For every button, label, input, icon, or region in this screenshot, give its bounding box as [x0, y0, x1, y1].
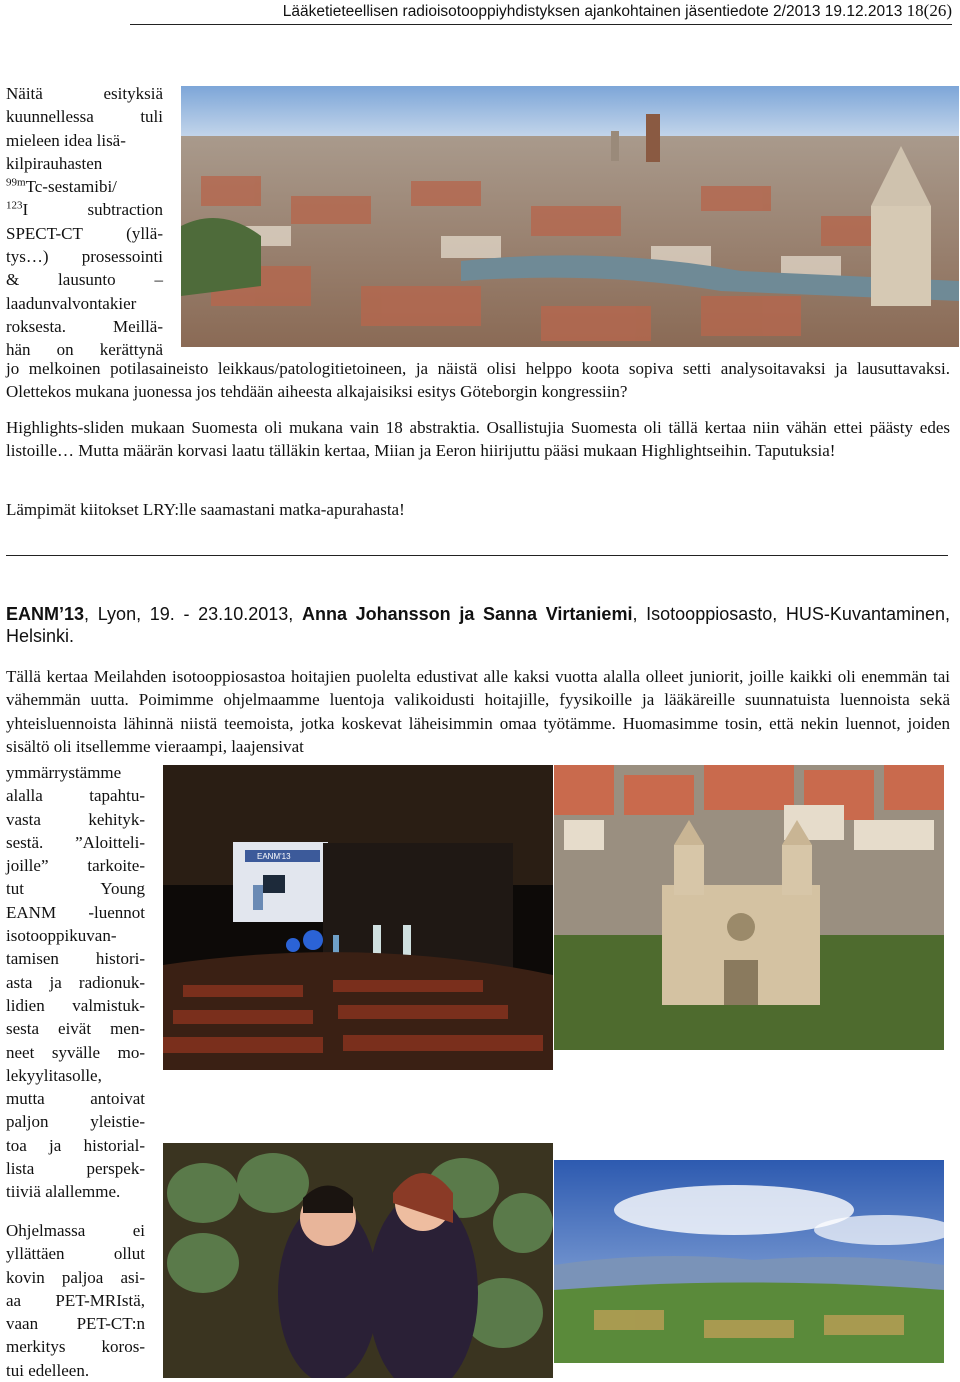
- header-text: Lääketieteellisen radioisotooppiyhdistyksen ajankohtainen jäsentiedote 2/2013 19.12.2013: [282, 3, 903, 20]
- text-line: $^{99m}$Tc-sestamibi/: [6, 176, 117, 197]
- text-line: mieleen idea lisä-: [6, 130, 126, 150]
- text-line: asta ja radionuk-: [6, 972, 145, 992]
- text-line: & lausunto –: [6, 270, 163, 290]
- intro-paragraph-3: Lämpimät kiitokset LRY:lle saamastani matka-apurahasta!: [6, 500, 405, 519]
- article-paragraph-1: Tällä kertaa Meilahden isotooppiosastoa hoitajien puolelta edustivat alle kaksi vuotta alalla olleet juniorit, joille kaikki oli enemmän tai vähemmän uutta. Poimimme ohjelmaamme luentoja valikoidusti hoitajille, fyysikoille ja lääkäreille suunnatuista luennoista sekä yhteisluennoista lähinnä niistä teemoista, jotka koskevat läheisimmin omaa työtämme. Huomasimme tosin, että nekin luennot, joiden sisältö oli itsellemme vieraampi, laajensivat: [6, 667, 950, 756]
- text-line: vaan PET-CT:n: [6, 1314, 145, 1334]
- text-line: tui edelleen.: [6, 1360, 90, 1380]
- page-number: 18(26): [906, 1, 952, 20]
- slide-label: EANM'13: [257, 852, 291, 861]
- text-line: kovin paljoa asi-: [6, 1267, 145, 1287]
- text-line: isotooppikuvan-: [6, 926, 117, 946]
- section-divider: [6, 555, 948, 556]
- cathedral-photo: [554, 765, 944, 1050]
- landscape-photo: [554, 1160, 944, 1363]
- text-line: laadunvalvontakier: [6, 293, 137, 313]
- text-line: Näitä esityksiä: [6, 84, 163, 103]
- text-line: neet syvälle mo-: [6, 1042, 145, 1062]
- intro-paragraph-1: jo melkoinen potilasaineisto leikkaus/patologitietoineen, ja näistä olisi helppo koota sopiva setti analysoitavaksi ja lausuttavaksi. Olettekos mukana juonessa jos tehdään aiheesta alkajaisiksi esitys Göteborgin kongressiin?: [6, 359, 950, 402]
- text-line: lekyylitasolle,: [6, 1065, 102, 1085]
- article-narrow-column: [6, 761, 145, 1204]
- text-line: tut Young: [6, 879, 145, 899]
- text-line: sestä. ”Aloitteli-: [6, 832, 145, 852]
- text-line: merkitys koros-: [6, 1337, 145, 1357]
- intro-narrow-column: [6, 82, 163, 362]
- article-title: EANM’13, Lyon, 19. - 23.10.2013, Anna Johansson ja Sanna Virtaniemi, Isotooppiosasto, HUS-Kuvantaminen, Helsinki.: [6, 604, 951, 646]
- text-line: lista perspek-: [6, 1159, 145, 1179]
- text-line: paljon yleistie-: [6, 1112, 145, 1132]
- text-line: alalla tapahtu-: [6, 786, 145, 806]
- text-line: tys…) prosessointi: [6, 247, 163, 267]
- text-line: kuunnellessa tuli: [6, 107, 163, 127]
- text-line: joille” tarkoite-: [6, 856, 145, 876]
- text-line: Ohjelmassa ei: [6, 1221, 145, 1240]
- text-line: lidien valmistuk-: [6, 995, 145, 1015]
- text-line: sesta eivät men-: [6, 1019, 145, 1039]
- intro-paragraph-2: Highlights-sliden mukaan Suomesta oli mukana vain 18 abstraktia. Osallistujia Suomesta oli tällä kertaa niin vähän ettei päästy edes listoille… Mutta määrän korvasi laatu tälläkin kertaa, Miian ja Eeron hiirijuttu pääsi mukaan Highlightseihin. Taputuksia!: [6, 418, 950, 461]
- text-line: kilpirauhasten: [6, 153, 103, 173]
- text-line: roksesta. Meillä-: [6, 316, 163, 336]
- text-line: tamisen histori-: [6, 949, 145, 969]
- text-line: tiiviä alallemme.: [6, 1182, 121, 1202]
- text-line: $^{123}$I subtraction: [6, 199, 163, 220]
- text-line: ymmärrystämme: [6, 763, 122, 782]
- text-line: SPECT-CT (yllä-: [6, 223, 163, 243]
- article-narrow-column-2: [6, 1219, 145, 1382]
- text-line: hän on kerättynä: [6, 340, 163, 360]
- text-line: yllättäen ollut: [6, 1244, 145, 1264]
- text-line: toa ja historial-: [6, 1135, 145, 1155]
- text-line: EANM -luennot: [6, 902, 145, 922]
- text-line: vasta kehityk-: [6, 809, 145, 829]
- lecture-hall-photo: [163, 765, 553, 1070]
- text-line: mutta antoivat: [6, 1089, 145, 1109]
- wine-cellar-photo: [163, 1143, 553, 1378]
- lyon-panorama-photo: [181, 86, 959, 347]
- text-line: aa PET-MRIstä,: [6, 1290, 145, 1310]
- page-header: [130, 0, 952, 25]
